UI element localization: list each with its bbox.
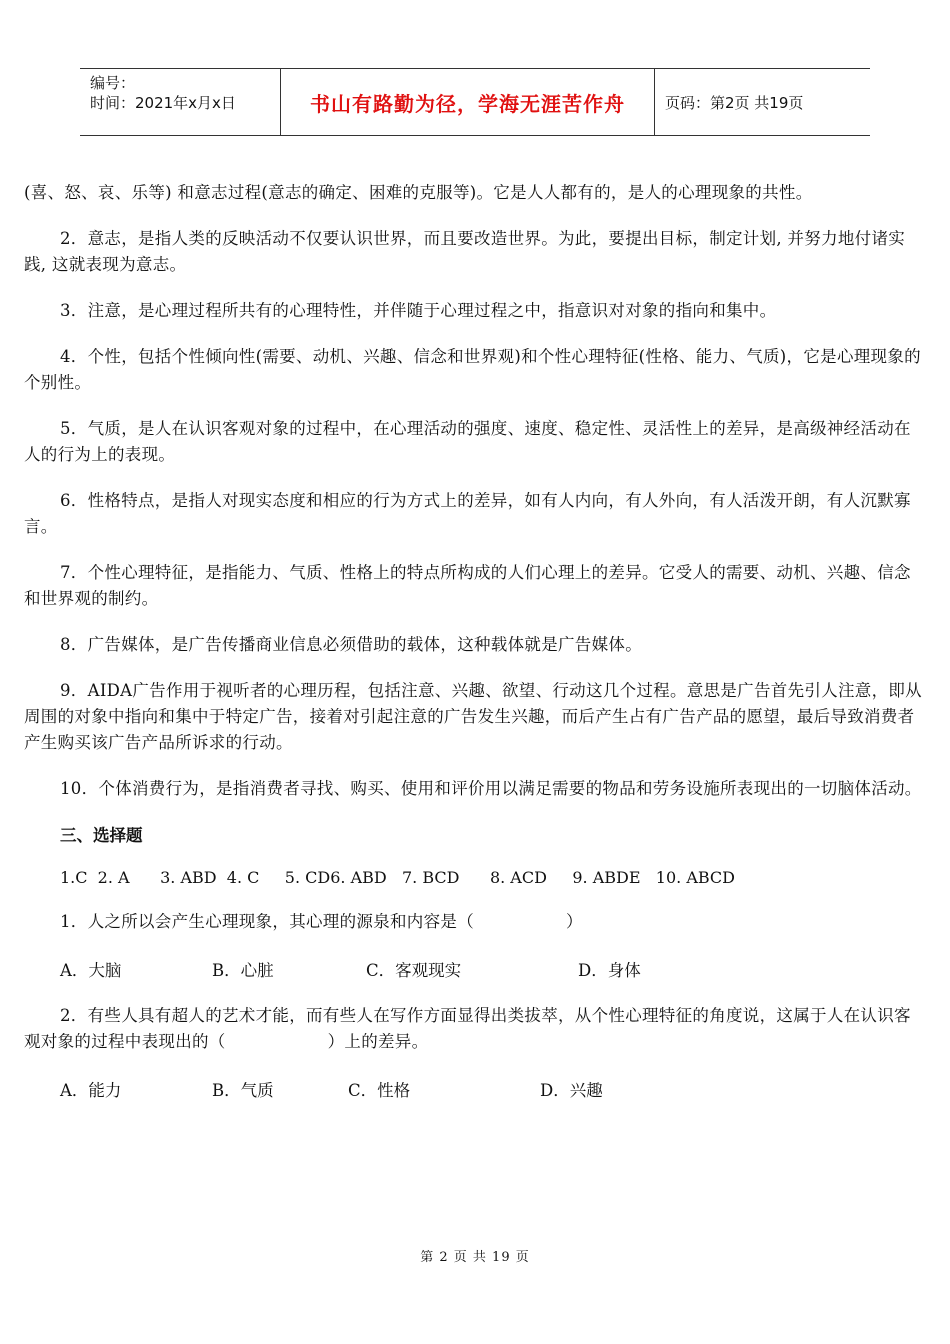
answer-key-text: 1.C 2. A 3. ABD 4. C 5. CD6. ABD 7. BCD 8. ACD 9. ABDE 10. ABCD bbox=[60, 868, 735, 887]
question-1-text: 1．人之所以会产生心理现象，其心理的源泉和内容是（ bbox=[60, 912, 474, 931]
definition-7: 7．个性心理特征，是指能力、气质、性格上的特点所构成的人们心理上的差异。它受人的需要、动机、兴趣、信念和世界观的制约。 bbox=[24, 563, 911, 608]
header-page-label: 页码：第2页 共19页 bbox=[665, 93, 804, 112]
definition-3: 3．注意，是心理过程所共有的心理特性，并伴随于心理过程之中，指意识对对象的指向和集中。 bbox=[60, 301, 777, 320]
document-body bbox=[24, 180, 924, 1123]
option-a: A．大脑 bbox=[60, 961, 122, 980]
section-heading: 三、选择题 bbox=[60, 826, 143, 845]
definition-10: 10．个体消费行为，是指消费者寻找、购买、使用和评价用以满足需要的物品和劳务设施所表现出的一切脑体活动。 bbox=[60, 779, 922, 798]
option-d: D．兴趣 bbox=[540, 1081, 603, 1100]
page-footer: 第 2 页 共 19 页 bbox=[420, 1250, 530, 1265]
header-meta bbox=[80, 69, 281, 135]
definition-9: 9．AIDA广告作用于视听者的心理历程，包括注意、兴趣、欲望、行动这几个过程。意思是广告首先引人注意，即从周围的对象中指向和集中于特定广告，接着对引起注意的广告发生兴趣，而后产生占有广告产品的愿望，最后导致消费者产生购买该广告产品所诉求的行动。 bbox=[24, 681, 922, 752]
question-1-close: ） bbox=[566, 912, 583, 931]
paragraph-continuation: (喜、怒、哀、乐等) 和意志过程(意志的确定、困难的克服等)。它是人人都有的，是人的心理现象的共性。 bbox=[24, 183, 813, 202]
question-2-options bbox=[60, 1077, 924, 1101]
option-c: C．客观现实 bbox=[366, 961, 462, 980]
option-a: A．能力 bbox=[60, 1081, 122, 1100]
definition-4: 4．个性，包括个性倾向性(需要、动机、兴趣、信念和世界观)和个性心理特征(性格、能力、气质)，它是心理现象的个别性。 bbox=[24, 347, 921, 392]
answer-key bbox=[60, 868, 924, 887]
question-1-stem bbox=[24, 909, 924, 935]
question-2-close: ）上的差异。 bbox=[327, 1032, 429, 1051]
option-c: C．性格 bbox=[348, 1081, 411, 1100]
question-2-text: 2．有些人具有超人的艺术才能，而有些人在写作方面显得出类拔萃，从个性心理特征的角度说，这属于人在认识客观对象的过程中表现出的（ bbox=[24, 1006, 911, 1051]
document-number-label: 编号： bbox=[90, 74, 136, 92]
definition-5: 5．气质，是人在认识客观对象的过程中，在心理活动的强度、速度、稳定性、灵活性上的差异，是高级神经活动在人的行为上的表现。 bbox=[24, 419, 911, 464]
definition-6: 6．性格特点，是指人对现实态度和相应的行为方式上的差异，如有人内向，有人外向，有人活泼开朗，有人沉默寡言。 bbox=[24, 491, 911, 536]
question-2-stem bbox=[24, 1003, 924, 1055]
option-d: D．身体 bbox=[578, 961, 641, 980]
page-header bbox=[80, 68, 870, 136]
option-b: B．气质 bbox=[212, 1081, 274, 1100]
header-motto: 书山有路勤为径，学海无涯苦作舟 bbox=[281, 69, 655, 135]
option-b: B．心脏 bbox=[212, 961, 274, 980]
question-1-options bbox=[60, 957, 924, 981]
document-date-label: 时间：2021年x月x日 bbox=[90, 94, 236, 112]
definition-8: 8．广告媒体，是广告传播商业信息必须借助的载体，这种载体就是广告媒体。 bbox=[60, 635, 642, 654]
definition-2: 2．意志，是指人类的反映活动不仅要认识世界，而且要改造世界。为此，要提出目标，制定计划, 并努力地付诸实践, 这就表现为意志。 bbox=[24, 229, 906, 274]
